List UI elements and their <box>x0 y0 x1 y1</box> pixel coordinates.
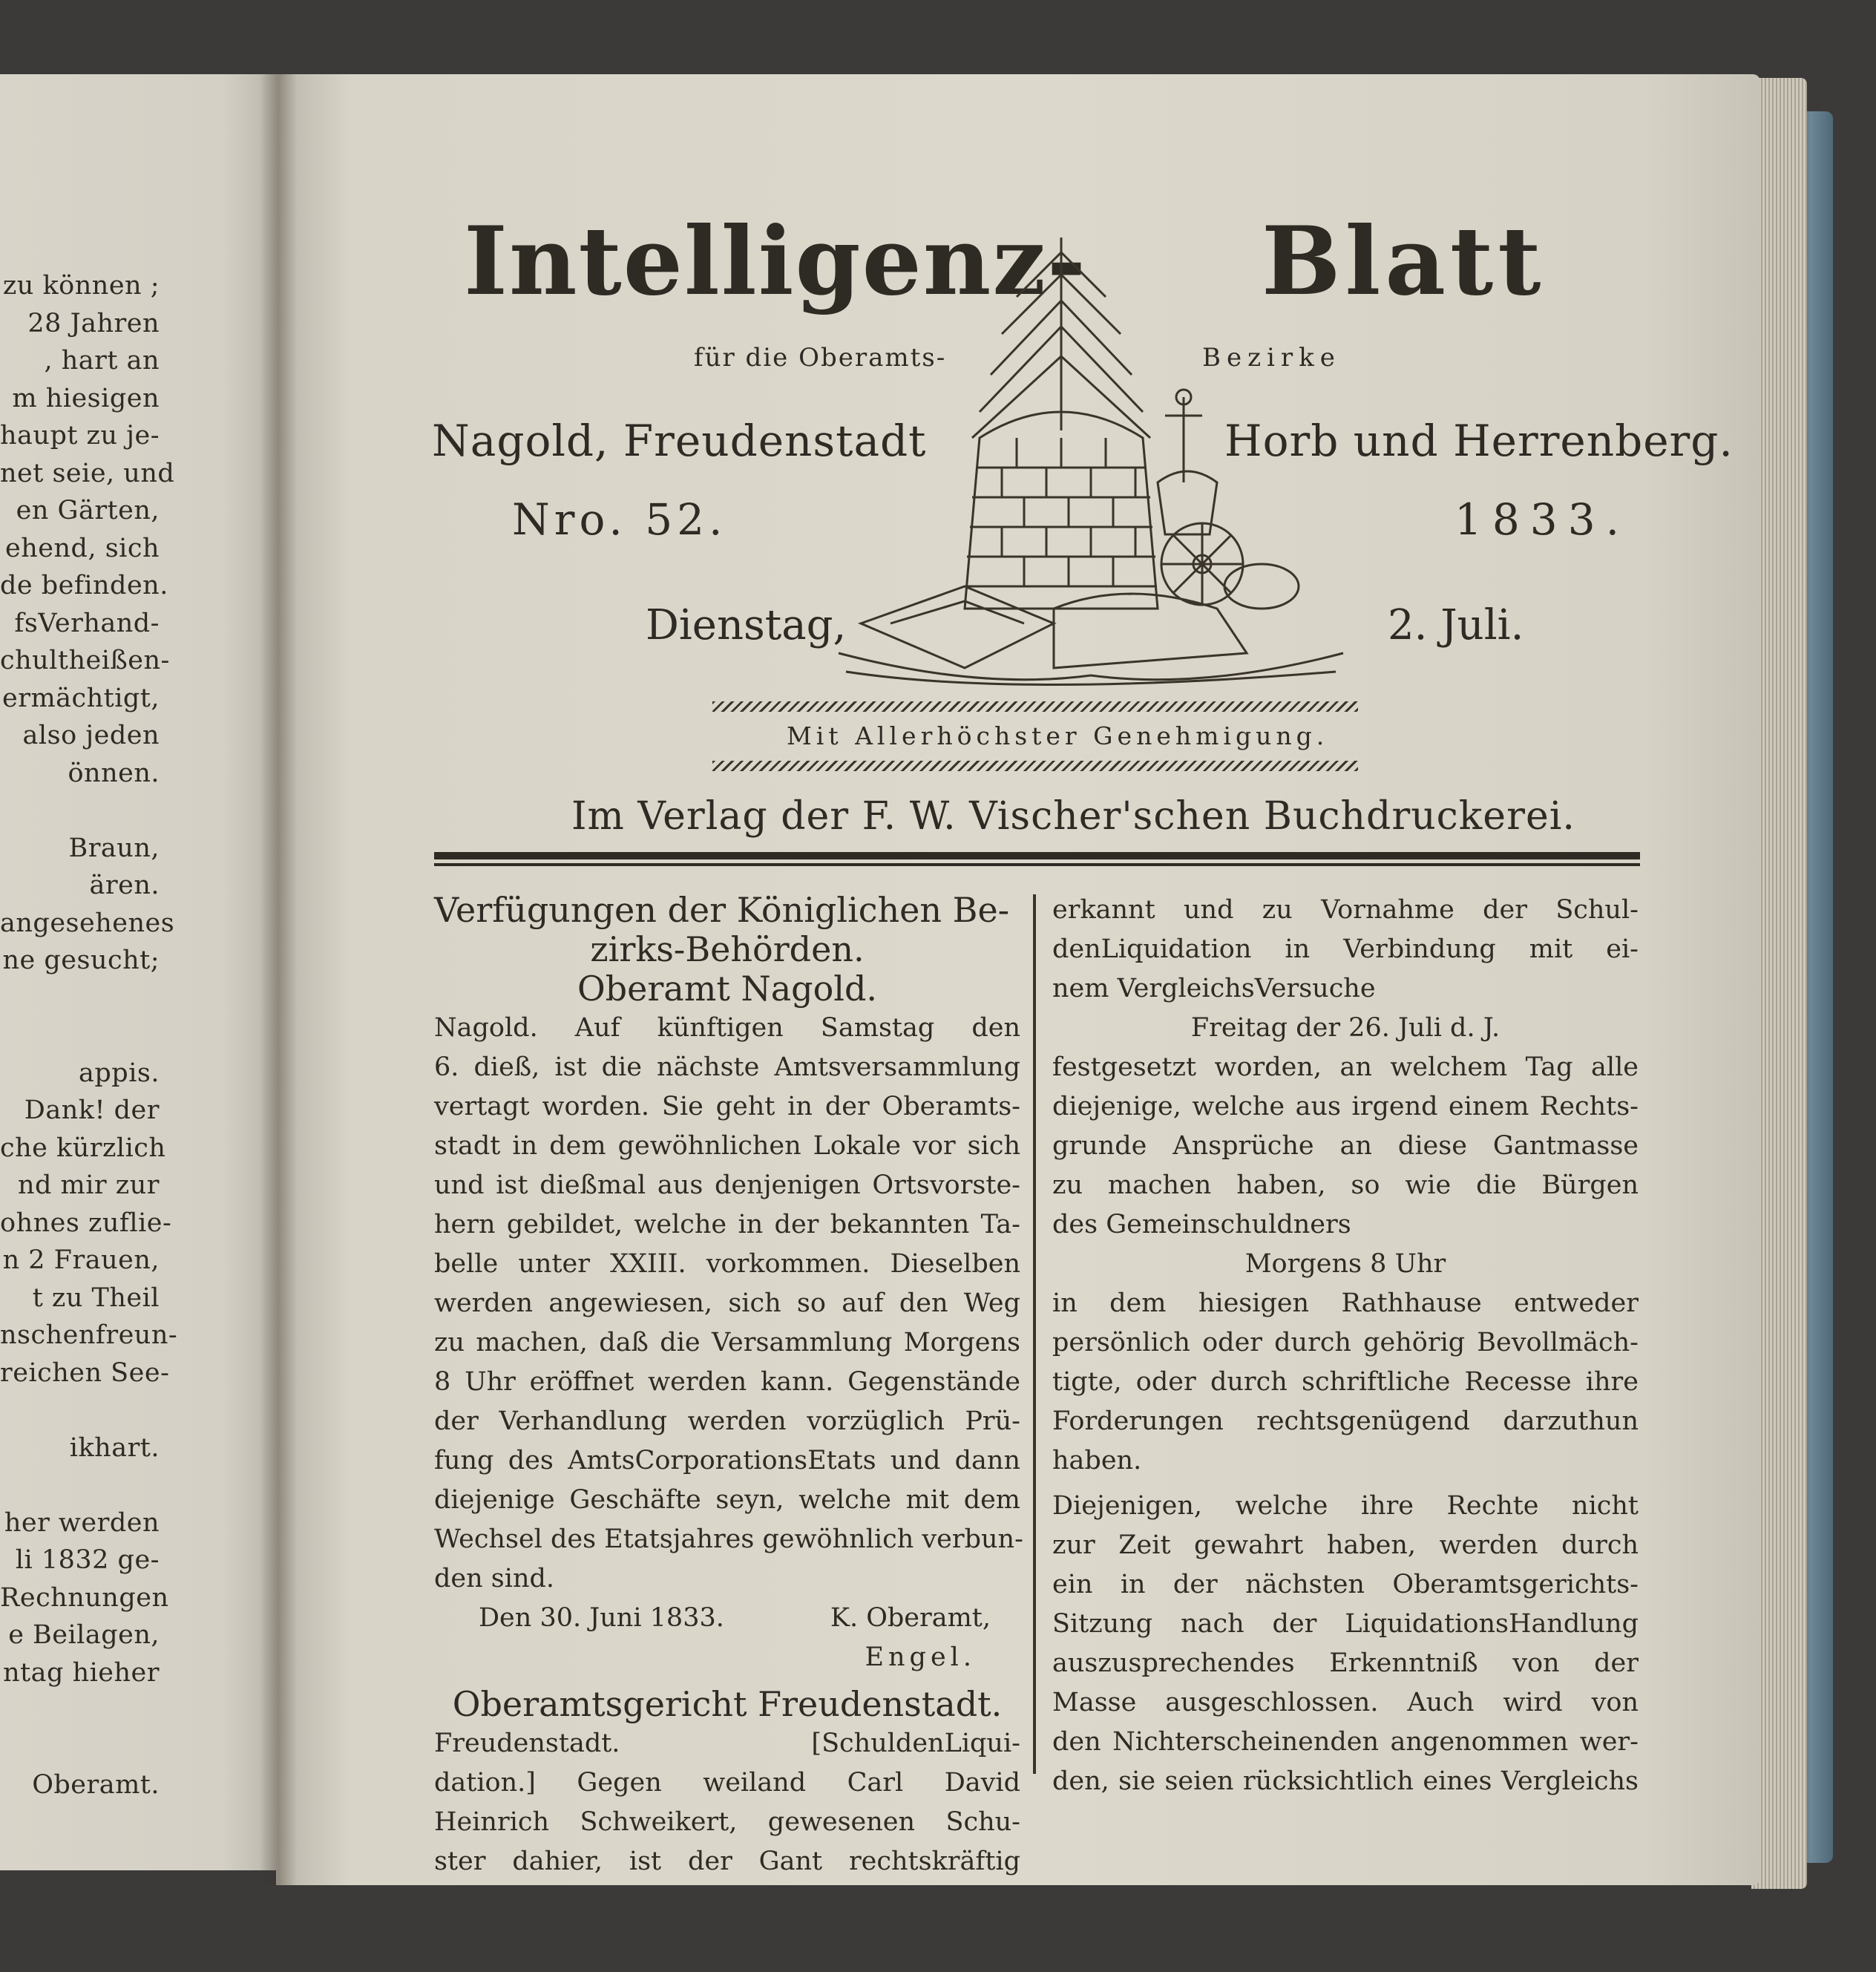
masthead-title-right: Blatt <box>1262 206 1546 316</box>
section-title-line-1: Verfügungen der Königlichen Be- <box>434 890 1010 930</box>
left-page-line: n 2 Frauen, <box>2 1245 160 1275</box>
masthead-title-left: Intelligenz- <box>464 206 1088 316</box>
text-line: persönlich oder durch gehörig Bevollmäch- <box>1052 1328 1639 1357</box>
nagold-notice-text <box>434 1009 1023 1599</box>
left-page-line: en Gärten, <box>16 496 160 525</box>
text-line: ster dahier, ist der Gant rechtskräftig <box>434 1847 1020 1876</box>
text-line: zu machen, daß die Versammlung Morgens <box>434 1328 1020 1357</box>
text-line: tigte, oder durch schriftliche Recesse ihre <box>1052 1367 1639 1397</box>
text-line: Freudenstadt. [SchuldenLiqui- <box>434 1729 1020 1758</box>
left-page-line: Oberamt. <box>32 1770 160 1800</box>
permit-line: Mit Allerhöchster Genehmigung. <box>787 721 1329 750</box>
text-line: erkannt und zu Vornahme der Schul- <box>1052 895 1639 925</box>
text-line: den, sie seien rücksichtlich eines Vergleichs <box>1052 1766 1639 1796</box>
left-page-line: chultheißen- <box>0 646 170 675</box>
left-page-line: angesehenes <box>0 908 175 938</box>
notice-continued-c <box>1052 1284 1639 1481</box>
masthead-rule-thin <box>434 863 1640 866</box>
text-line: Masse ausgeschlossen. Auch wird von <box>1052 1688 1639 1717</box>
text-line: diejenige, welche aus irgend einem Rechts- <box>1052 1092 1639 1121</box>
masthead-places-right: Horb und Herrenberg. <box>1224 416 1734 466</box>
masthead-rule-thick <box>434 852 1640 859</box>
text-line: hern gebildet, welche in der bekannten Ta- <box>434 1210 1020 1239</box>
text-line: den sind. <box>434 1564 555 1593</box>
text-line: haben. <box>1052 1446 1142 1475</box>
text-line: vertagt worden. Sie geht in der Oberamts- <box>434 1092 1020 1121</box>
text-line: und ist dießmal aus denjenigen Ortsvorste- <box>434 1170 1020 1200</box>
left-page-line: ermächtigt, <box>2 683 160 713</box>
text-line: Sitzung nach der LiquidationsHandlung <box>1052 1609 1639 1639</box>
column-left <box>434 890 1023 1881</box>
text-line: diejenige Geschäfte seyn, welche mit dem <box>434 1485 1020 1515</box>
ornament-rule-top <box>712 701 1358 712</box>
left-page-line: Braun, <box>68 833 160 863</box>
left-page-line: li 1832 ge- <box>15 1545 160 1575</box>
column-right <box>1052 891 1639 1801</box>
text-line: zur Zeit gewahrt haben, werden durch <box>1052 1530 1639 1560</box>
left-page-line: 28 Jahren <box>27 308 160 338</box>
masthead-subtitle-right: Bezirke <box>1202 343 1341 373</box>
column-separator <box>1033 894 1036 1774</box>
text-line: werden angewiesen, sich so auf den Weg <box>434 1288 1020 1318</box>
left-page-line: önnen. <box>68 758 160 788</box>
masthead-places-left: Nagold, Freudenstadt <box>432 416 927 466</box>
left-page-line: appis. <box>79 1058 160 1088</box>
masthead-vignette-icon <box>831 238 1351 698</box>
left-page-line: fsVerhand- <box>14 608 160 638</box>
book-gutter <box>260 74 297 1885</box>
issue-date: 2. Juli. <box>1388 601 1524 649</box>
left-page-line: m hiesigen <box>12 383 160 413</box>
left-page-line: Rechnungen <box>0 1582 169 1613</box>
text-line: 8 Uhr eröffnet werden kann. Gegenstände <box>434 1367 1020 1397</box>
left-page-line: , hart an <box>44 346 160 376</box>
text-line: belle unter XXIII. vorkommen. Dieselben <box>434 1249 1020 1279</box>
left-page-line: t zu Theil <box>32 1283 160 1313</box>
left-page-line: ehend, sich <box>5 533 160 563</box>
text-line: grunde Ansprüche an diese Gantmasse <box>1052 1131 1639 1161</box>
left-page-line: also jeden <box>22 721 160 750</box>
text-line: festgesetzt worden, an welchem Tag alle <box>1052 1052 1639 1082</box>
left-page-line: net seie, und <box>0 458 175 488</box>
text-line: auszusprechendes Erkenntniß von der <box>1052 1648 1639 1678</box>
notice-continued-b <box>1052 1048 1639 1245</box>
freudenstadt-notice-text <box>434 1724 1020 1881</box>
signer-office: K. Oberamt, <box>830 1603 991 1633</box>
nagold-signature-line <box>434 1599 1020 1638</box>
left-page-line: Dank! der <box>24 1095 160 1125</box>
left-page-line: reichen See- <box>0 1357 170 1388</box>
issue-number: Nro. 52. <box>512 494 727 545</box>
text-line: Heinrich Schweikert, gewesenen Schu- <box>434 1807 1020 1837</box>
notice-date: Den 30. Juni 1833. <box>479 1603 724 1633</box>
left-page-line: che kürzlich <box>0 1133 166 1163</box>
text-line: den Nichterscheinenden angenommen wer- <box>1052 1727 1639 1757</box>
notice-continued-d <box>1052 1487 1639 1801</box>
left-page-line: nschenfreun- <box>0 1320 178 1350</box>
text-line: denLiquidation in Verbindung mit ei- <box>1052 934 1639 964</box>
left-page-line: zu können ; <box>2 271 160 301</box>
left-page-line: ikhart. <box>69 1432 160 1463</box>
left-page-line: her werden <box>4 1507 160 1538</box>
text-line: Wechsel des Etatsjahres gewöhnlich verbun- <box>434 1524 1023 1554</box>
left-page-line: de befinden. <box>0 571 168 600</box>
office-heading-nagold: Oberamt Nagold. <box>577 969 878 1009</box>
left-page-line: nd mir zur <box>17 1170 160 1200</box>
notice-continued-a <box>1052 891 1639 1009</box>
hearing-date: Freitag der 26. Juli d. J. <box>1190 1013 1501 1043</box>
publisher-line: Im Verlag der F. W. Vischer'schen Buchdruckerei. <box>571 794 1575 839</box>
text-line: 6. dieß, ist die nächste Amtsversammlung <box>434 1052 1020 1082</box>
office-heading-freudenstadt: Oberamtsgericht Freudenstadt. <box>452 1684 1003 1724</box>
text-line: des Gemeinschuldners <box>1052 1210 1351 1239</box>
text-line: dation.] Gegen weiland Carl David <box>434 1768 1020 1798</box>
text-line: Forderungen rechtsgenügend darzuthun <box>1052 1406 1639 1436</box>
left-page-line: e Beilagen, <box>8 1620 160 1650</box>
text-line: zu machen haben, so wie die Bürgen <box>1052 1170 1639 1200</box>
left-page-line: ären. <box>89 871 160 900</box>
text-line: nem VergleichsVersuche <box>1052 974 1376 1003</box>
text-line: stadt in dem gewöhnlichen Lokale vor sich <box>434 1131 1020 1161</box>
signer-name: Engel. <box>865 1642 976 1672</box>
issue-weekday: Dienstag, <box>646 601 847 649</box>
hearing-time: Morgens 8 Uhr <box>1244 1249 1446 1279</box>
text-line: Diejenigen, welche ihre Rechte nicht <box>1052 1491 1639 1521</box>
signer-name-line <box>434 1638 1020 1677</box>
masthead-subtitle-left: für die Oberamts- <box>694 343 947 373</box>
text-line: der Verhandlung werden vorzüglich Prü- <box>434 1406 1020 1436</box>
text-line: in dem hiesigen Rathhause entweder <box>1052 1288 1639 1318</box>
left-page-line: haupt zu je- <box>0 421 160 451</box>
left-page-line: ntag hieher <box>3 1657 160 1688</box>
left-page-line: ne gesucht; <box>2 946 160 975</box>
ornament-rule-bottom <box>712 761 1358 771</box>
section-title-line-2: zirks-Behörden. <box>590 929 865 969</box>
text-line: fung des AmtsCorporationsEtats und dann <box>434 1446 1020 1475</box>
text-line: ein in der nächsten Oberamtsgerichts- <box>1052 1570 1639 1599</box>
left-page-line: ohnes zuflie- <box>0 1208 172 1238</box>
issue-year: 1833. <box>1454 494 1630 545</box>
text-line: Nagold. Auf künftigen Samstag den <box>434 1013 1020 1043</box>
